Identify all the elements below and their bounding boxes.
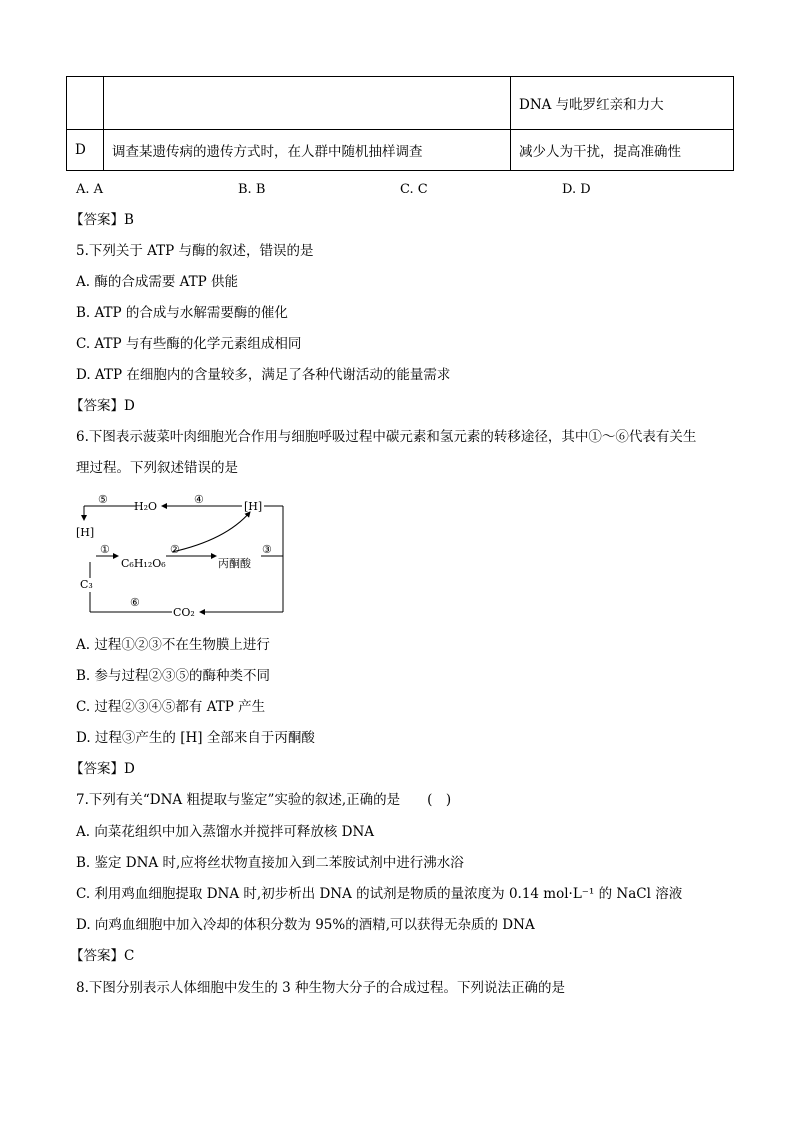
label-h2o: H₂O xyxy=(134,500,158,513)
q4-option-c: C. C xyxy=(400,182,428,197)
table-row xyxy=(67,130,734,171)
q6-option-a: A. 过程①②③不在生物膜上进行 xyxy=(76,637,270,653)
table-cell-method xyxy=(104,77,511,130)
q7-option-c: C. 利用鸡血细胞提取 DNA 时,初步析出 DNA 的试剂是物质的量浓度为 0.14 mol·L⁻¹ 的 NaCl 溶液 xyxy=(76,886,683,902)
q4-answer: 【答案】B xyxy=(70,212,134,228)
q5-option-a: A. 酶的合成需要 ATP 供能 xyxy=(76,274,239,290)
q7-answer: 【答案】C xyxy=(70,948,135,964)
q6-option-b: B. 参与过程②③⑤的酶种类不同 xyxy=(76,668,271,684)
label-h-left: [H] xyxy=(76,526,95,539)
label-1: ① xyxy=(100,543,110,556)
label-co2: CO₂ xyxy=(173,606,195,619)
q7-option-b: B. 鉴定 DNA 时,应将丝状物直接加入到二苯胺试剂中进行沸水浴 xyxy=(76,855,464,871)
table-row xyxy=(67,77,734,130)
table-cell-reason: DNA 与吡罗红亲和力大 xyxy=(511,77,734,130)
q4-option-b: B. B xyxy=(238,182,266,197)
table-cell-option xyxy=(67,77,104,130)
label-3: ③ xyxy=(262,543,272,556)
q8-stem: 8.下图分别表示人体细胞中发生的 3 种生物大分子的合成过程。下列说法正确的是 xyxy=(76,980,566,996)
q4-table xyxy=(66,76,734,171)
table-cell-option: D xyxy=(67,130,104,171)
label-2: ② xyxy=(170,543,180,556)
q5-answer: 【答案】D xyxy=(70,398,135,414)
label-6: ⑥ xyxy=(130,596,140,609)
q5-option-b: B. ATP 的合成与水解需要酶的催化 xyxy=(76,305,288,321)
label-4: ④ xyxy=(194,493,204,506)
label-5: ⑤ xyxy=(98,493,108,506)
label-glucose: C₆H₁₂O₆ xyxy=(121,557,166,570)
arrow-2-curve xyxy=(172,512,250,552)
label-h-right: [H] xyxy=(244,500,263,513)
q6-stem-line2: 理过程。下列叙述错误的是 xyxy=(76,460,238,476)
q5-option-d: D. ATP 在细胞内的含量较多，满足了各种代谢活动的能量需求 xyxy=(76,367,451,383)
q4-option-d: D. D xyxy=(562,182,591,197)
label-pyruvate: 丙酮酸 xyxy=(218,557,251,570)
q6-stem-line1: 6.下图表示菠菜叶肉细胞光合作用与细胞呼吸过程中碳元素和氢元素的转移途径，其中①～⑥代表有关生 xyxy=(76,429,697,445)
q5-option-c: C. ATP 与有些酶的化学元素组成相同 xyxy=(76,336,302,352)
q5-stem: 5.下列关于 ATP 与酶的叙述，错误的是 xyxy=(76,243,314,259)
q7-option-a: A. 向菜花组织中加入蒸馏水并搅拌可释放核 DNA xyxy=(76,824,375,840)
q7-option-d: D. 向鸡血细胞中加入冷却的体积分数为 95%的酒精,可以获得无杂质的 DNA xyxy=(76,917,535,933)
table-cell-method: 调查某遗传病的遗传方式时，在人群中随机抽样调查 xyxy=(104,130,511,171)
table-cell-reason: 减少人为干扰，提高准确性 xyxy=(511,130,734,171)
q7-stem: 7.下列有关“DNA 粗提取与鉴定”实验的叙述,正确的是 ( ) xyxy=(76,792,452,808)
q6-answer: 【答案】D xyxy=(70,761,135,777)
q6-pathway-diagram xyxy=(76,492,296,620)
q4-option-a: A. A xyxy=(76,182,104,197)
q6-option-d: D. 过程③产生的 [H] 全部来自于丙酮酸 xyxy=(76,730,315,746)
q6-option-c: C. 过程②③④⑤都有 ATP 产生 xyxy=(76,699,266,715)
label-c3: C₃ xyxy=(80,578,93,591)
